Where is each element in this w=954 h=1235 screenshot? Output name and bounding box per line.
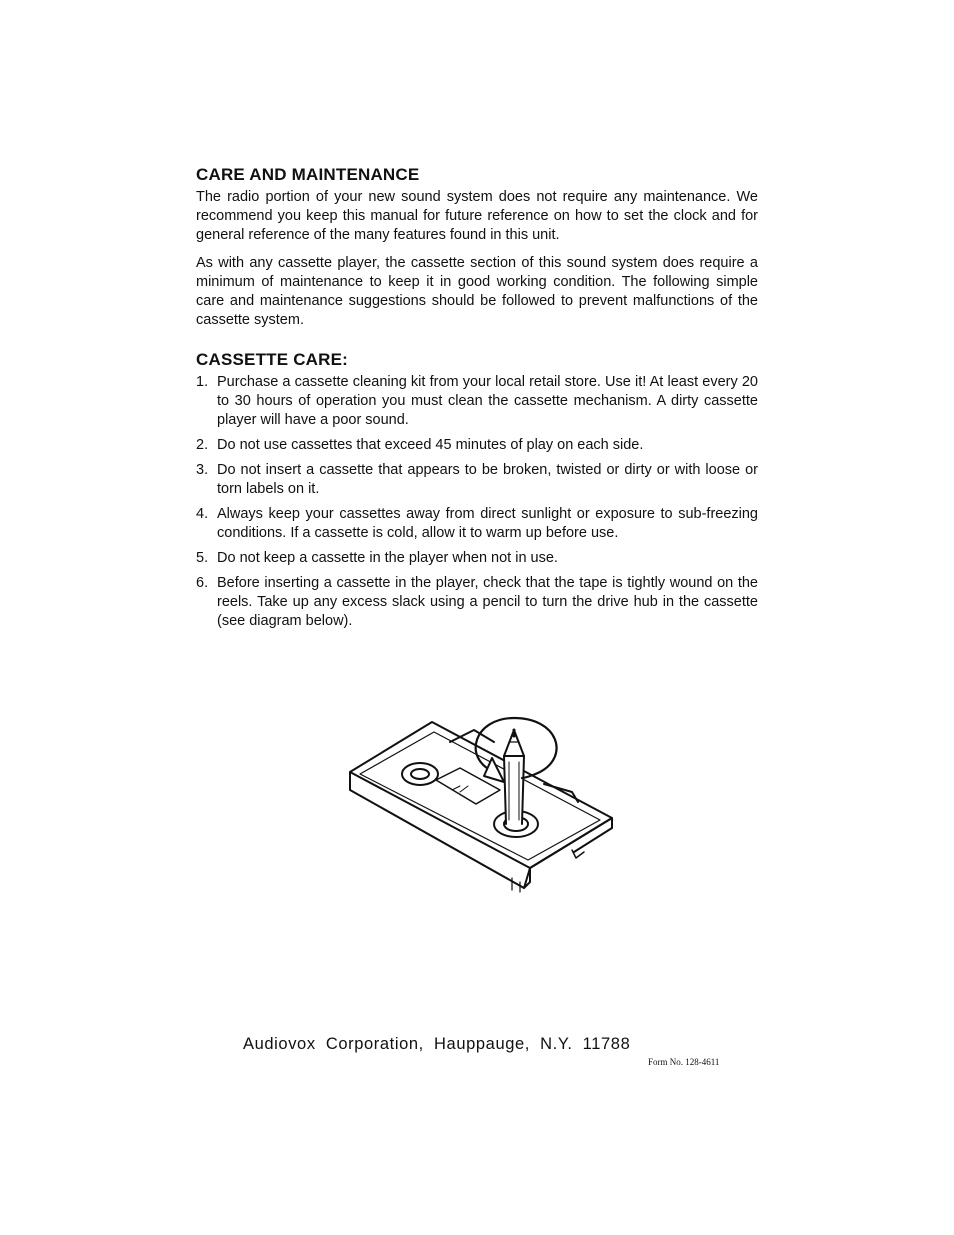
item-text: Purchase a cassette cleaning kit from your local retail store. Use it! At least every 20 to 30 hours of operation you must clean the cassette mechanism. A dirty cassette player will have a poor sound. [217,374,758,428]
item-number: 5. [196,550,209,566]
item-text: Do not keep a cassette in the player when not in use. [217,550,558,566]
paragraph-radio: The radio portion of your new sound system does not require any maintenance. We recommend you keep this manual for future reference on how to set the clock and for general reference of the many features found in this unit. [196,189,758,243]
paragraph-cassette: As with any cassette player, the cassette section of this sound system does require a minimum of maintenance to keep it in good working condition. The following simple care and maintenance suggestions should be followed to prevent malfunctions of the cassette system. [196,255,758,328]
item-text: Always keep your cassettes away from direct sunlight or exposure to sub-freezing conditions. If a cassette is cold, allow it to warm up before use. [217,506,758,541]
form-number: Form No. 128-4611 [648,1057,720,1067]
item-number: 2. [196,437,209,453]
item-text: Do not insert a cassette that appears to be broken, twisted or dirty or with loose or torn labels on it. [217,462,758,497]
list-item [196,461,758,499]
item-text: Before inserting a cassette in the player, check that the tape is tightly wound on the reels. Take up any excess slack using a pencil to turn the drive hub in the cassette (see diagram below). [217,575,758,629]
cassette-pencil-illustration [344,712,616,894]
item-number: 4. [196,506,209,522]
company-address: Audiovox Corporation, Hauppauge, N.Y. 11788 [243,1035,631,1053]
page-content [196,165,758,637]
item-number: 6. [196,575,209,591]
list-item [196,373,758,430]
item-number: 1. [196,374,209,390]
cassette-care-list [196,373,758,631]
item-number: 3. [196,462,209,478]
list-item [196,574,758,631]
list-item [196,549,758,568]
list-item [196,436,758,455]
item-text: Do not use cassettes that exceed 45 minutes of play on each side. [217,437,644,453]
list-item [196,505,758,543]
care-maintenance-heading: CARE AND MAINTENANCE [196,165,420,184]
cassette-care-heading: CASSETTE CARE: [196,350,349,369]
